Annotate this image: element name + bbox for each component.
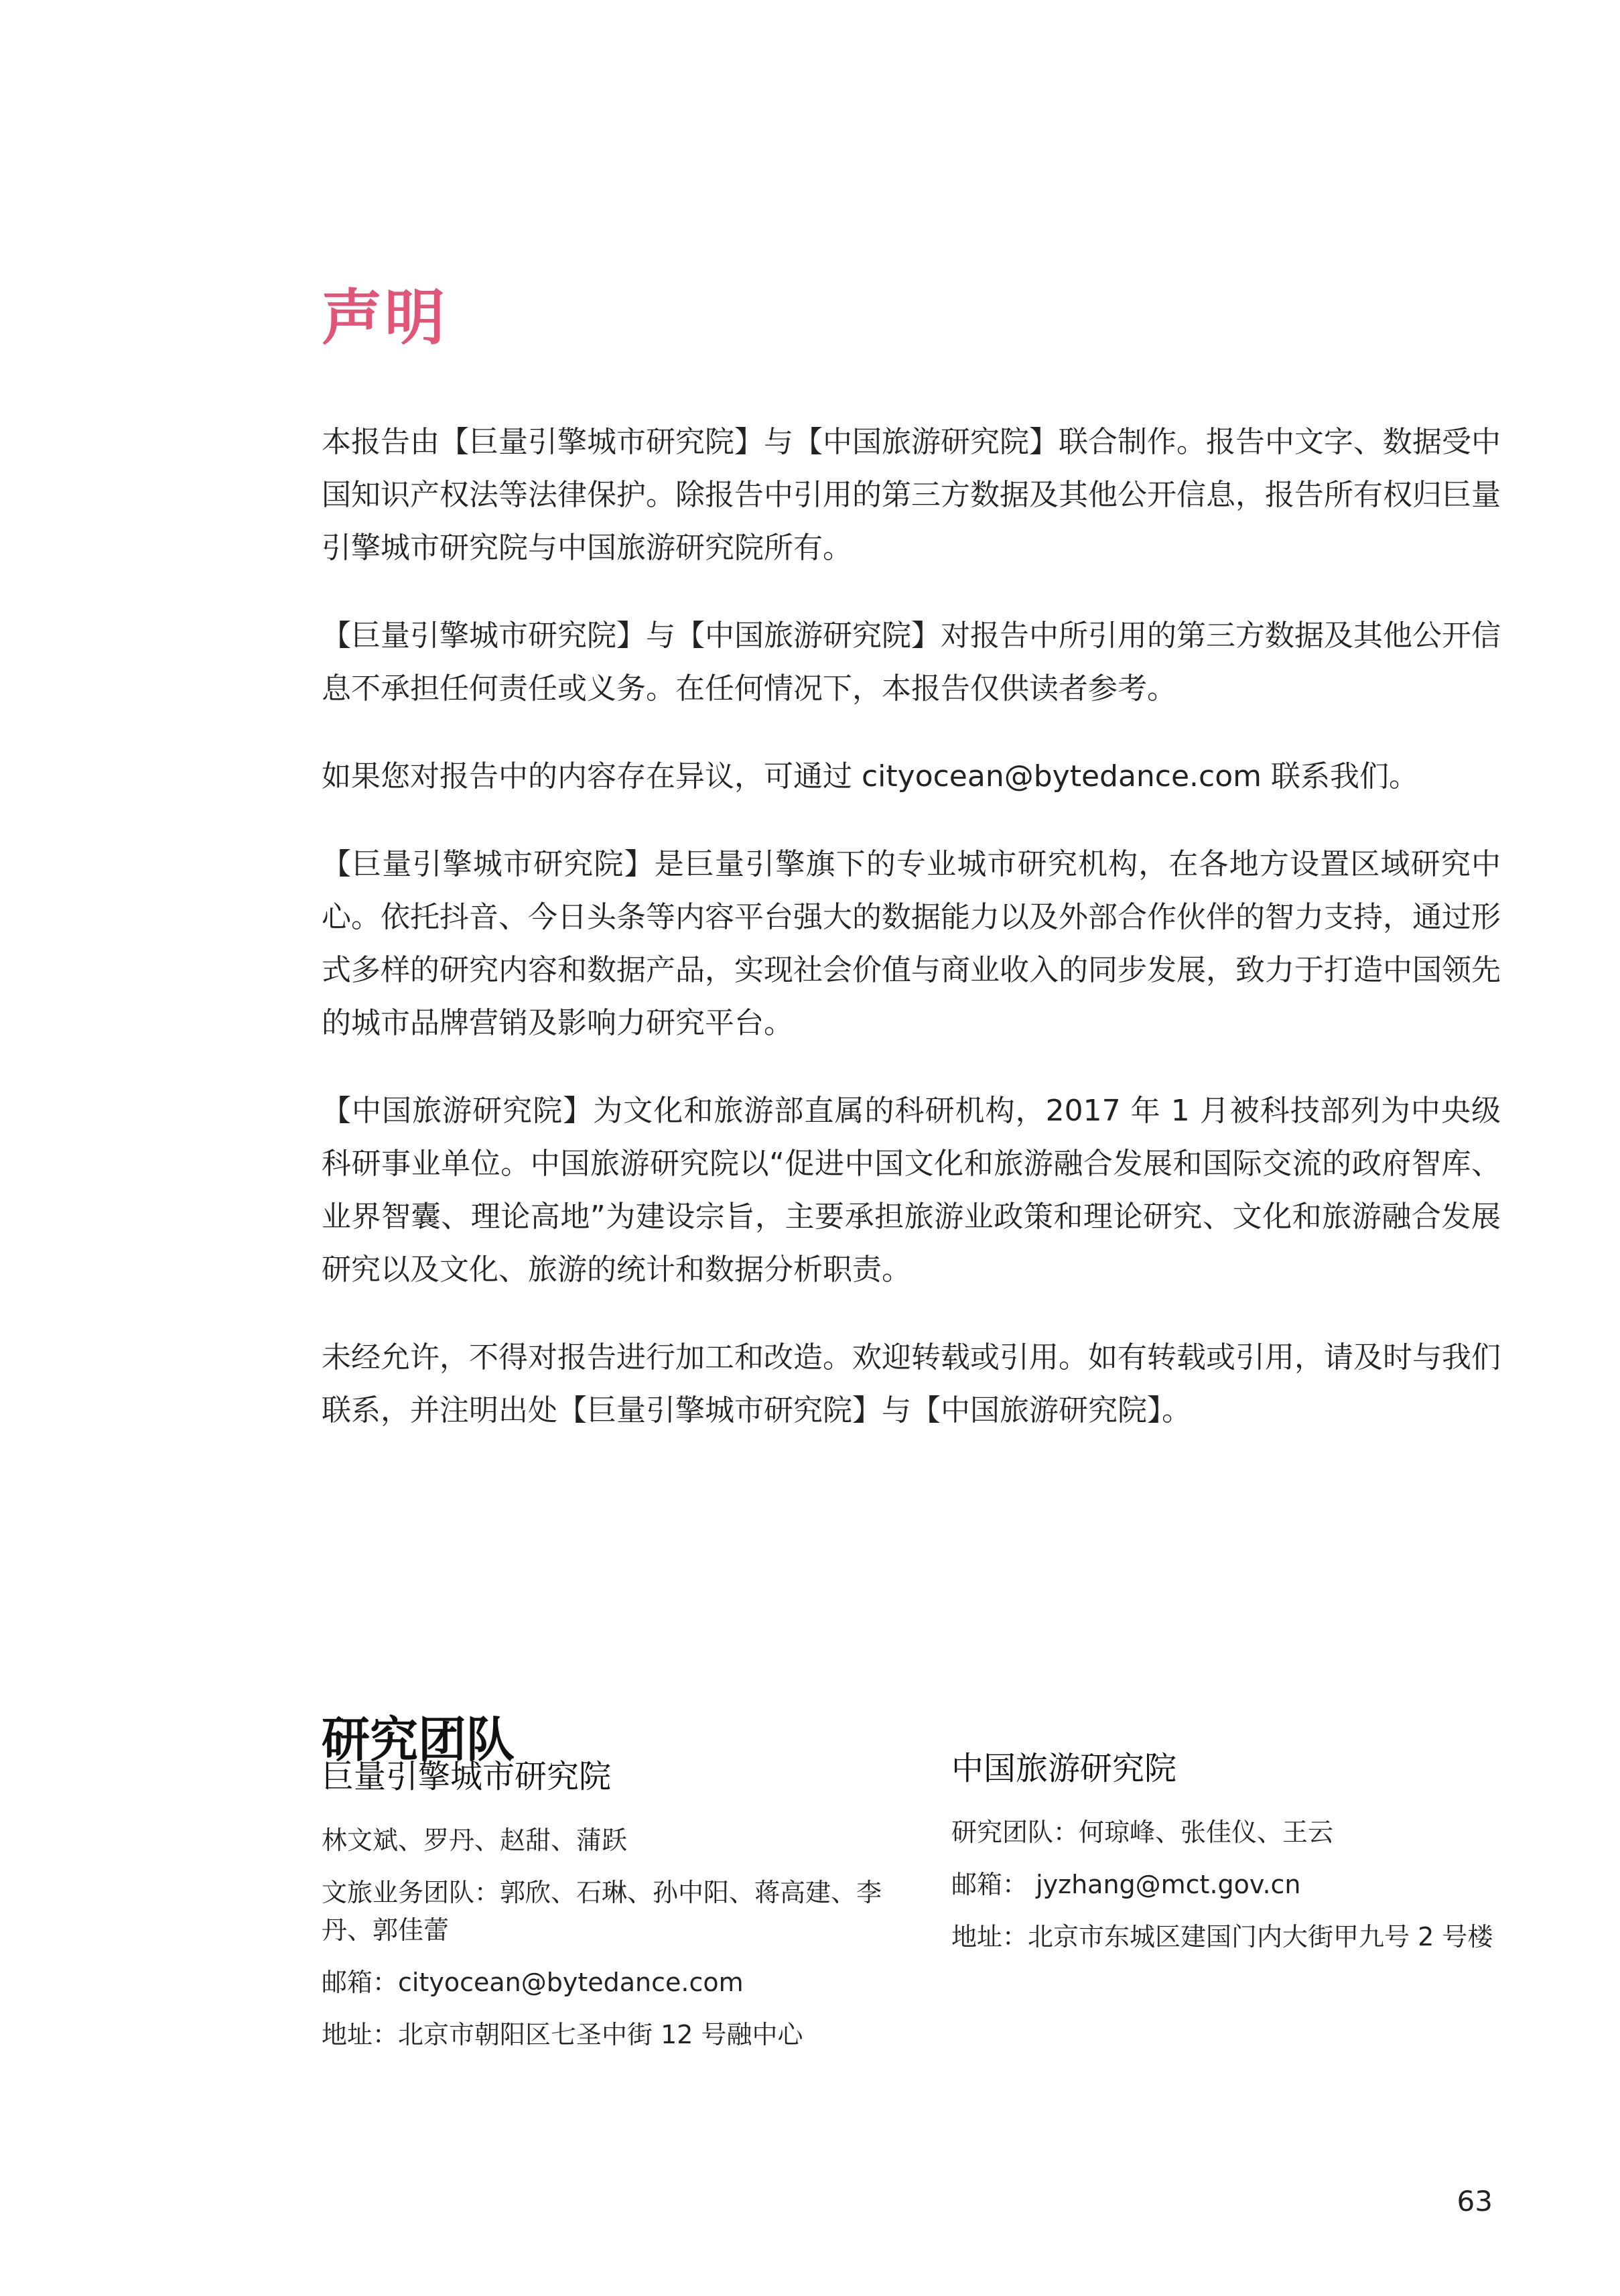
page-number: 63 bbox=[1457, 2185, 1493, 2218]
org-name: 中国旅游研究院 bbox=[951, 1750, 1177, 1787]
statement-paragraph: 【中国旅游研究院】为文化和旅游部直属的科研机构，2017 年 1 月被科技部列为中央级科研事业单位。中国旅游研究院以“促进中国文化和旅游融合发展和国际交流的政府智库、业界智囊、理论高地”为建设宗旨，主要承担旅游业政策和理论研究、文化和旅游融合发展研究以及文化、旅游的统计和数据分析职责。 bbox=[322, 1094, 1501, 1287]
org-research-team: 研究团队：何琼峰、张佳仪、王云 bbox=[951, 1817, 1334, 1848]
page-title: 声明 bbox=[322, 283, 448, 354]
org-business-team: 文旅业务团队：郭欣、石琳、孙中阳、蒋高建、李丹、郭佳蕾 bbox=[322, 1878, 882, 1946]
org-address: 地址：北京市朝阳区七圣中街 12 号融中心 bbox=[322, 2020, 803, 2050]
statement-paragraph: 【巨量引擎城市研究院】是巨量引擎旗下的专业城市研究机构，在各地方设置区域研究中心。依托抖音、今日头条等内容平台强大的数据能力以及外部合作伙伴的智力支持，通过形式多样的研究内容和数据产品，实现社会价值与商业收入的同步发展，致力于打造中国领先的城市品牌营销及影响力研究平台。 bbox=[322, 847, 1501, 1040]
org-name: 巨量引擎城市研究院 bbox=[322, 1758, 612, 1795]
org-email: 邮箱：cityocean@bytedance.com bbox=[322, 1968, 744, 1998]
team-section-title: 研究团队 bbox=[322, 1711, 515, 1768]
statement-paragraph: 如果您对报告中的内容存在异议，可通过 cityocean@bytedance.com 联系我们。 bbox=[322, 759, 1418, 793]
statement-body bbox=[322, 416, 1501, 1472]
org-email: 邮箱： jyzhang@mct.gov.cn bbox=[951, 1870, 1301, 1900]
statement-paragraph: 本报告由【巨量引擎城市研究院】与【中国旅游研究院】联合制作。报告中文字、数据受中国知识产权法等法律保护。除报告中引用的第三方数据及其他公开信息，报告所有权归巨量引擎城市研究院与中国旅游研究院所有。 bbox=[322, 425, 1501, 565]
org-members: 林文斌、罗丹、赵甜、蒲跃 bbox=[322, 1826, 628, 1856]
org-address: 地址：北京市东城区建国门内大街甲九号 2 号楼 bbox=[951, 1922, 1493, 1952]
org-china-tourism-academy bbox=[951, 1748, 1501, 1970]
statement-paragraph: 未经允许，不得对报告进行加工和改造。欢迎转载或引用。如有转载或引用，请及时与我们联系，并注明出处【巨量引擎城市研究院】与【中国旅游研究院】。 bbox=[322, 1340, 1501, 1427]
org-ocean-engine bbox=[322, 1756, 911, 2068]
statement-paragraph: 【巨量引擎城市研究院】与【中国旅游研究院】对报告中所引用的第三方数据及其他公开信息不承担任何责任或义务。在任何情况下，本报告仅供读者参考。 bbox=[322, 619, 1501, 706]
